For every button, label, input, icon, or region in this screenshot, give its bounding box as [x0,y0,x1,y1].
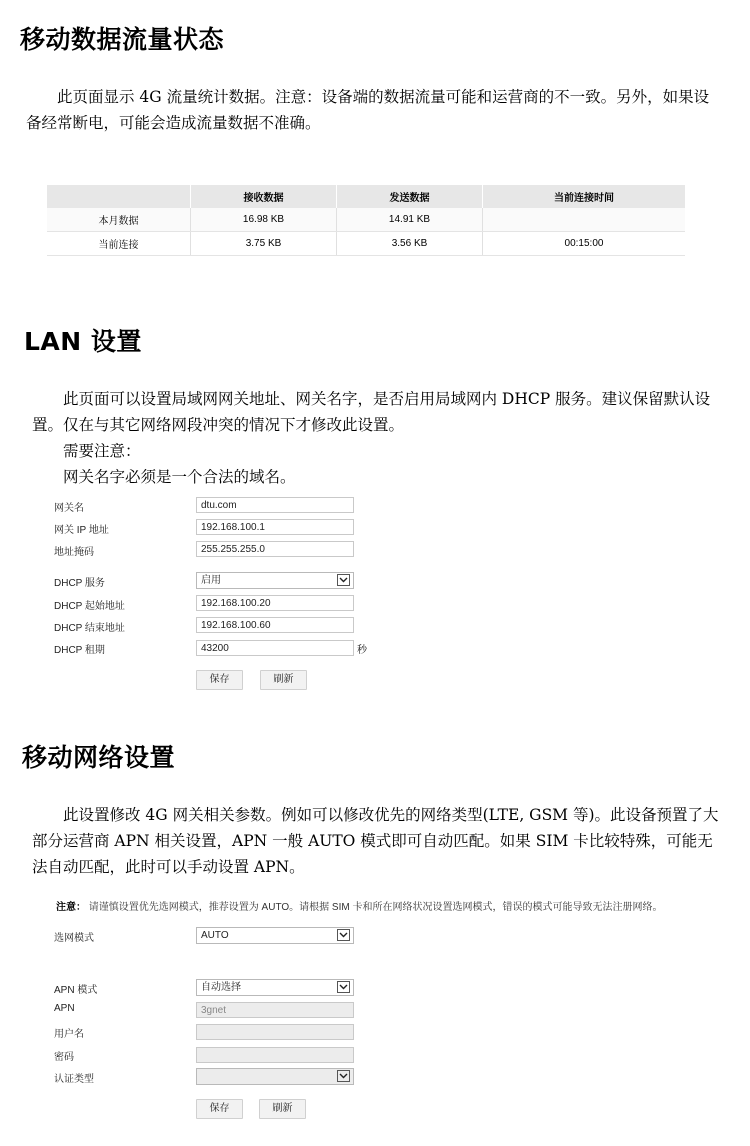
dhcp-service-selected-value: 启用 [201,575,221,586]
table-cell: 14.91 KB [337,208,483,232]
table-cell: 00:15:00 [483,232,686,256]
mobile-network-description [32,802,726,880]
chevron-down-icon[interactable] [337,1070,350,1082]
table-header-cell: 当前连接时间 [483,185,686,208]
dhcp-end-label: DHCP 结束地址 [54,623,125,634]
section-title-mobile-network: 移动网络设置 [22,743,176,772]
table-header-cell [47,185,191,208]
table-cell: 3.56 KB [337,232,483,256]
table-header-cell: 发送数据 [337,185,483,208]
table-row [47,208,685,232]
chevron-down-icon[interactable] [337,981,350,993]
apn-mode-selected-value: 自动选择 [201,982,241,993]
lan-save-button[interactable]: 保存 [196,670,243,690]
lease-unit-label: 秒 [357,645,367,656]
mobile-refresh-button[interactable]: 刷新 [259,1099,306,1119]
lan-note-label: 需要注意： [63,442,141,460]
table-header-cell: 接收数据 [191,185,337,208]
apn-label: APN [54,1003,75,1014]
password-label: 密码 [54,1052,74,1063]
dhcp-end-input[interactable]: 192.168.100.60 [196,617,354,633]
traffic-stats-table [47,185,685,256]
gateway-name-input[interactable]: dtu.com [196,497,354,513]
gateway-name-label: 网关名 [54,503,84,514]
warning-label: 注意： [56,902,86,913]
section-title-data-usage: 移动数据流量状态 [20,25,225,54]
mobile-network-paragraph: 此设置修改 4G 网关相关参数。例如可以修改优先的网络类型(LTE, GSM 等)。此设备预置了大部分运营商 APN 相关设置，APN 一般 AUTO 模式即可自动匹配。如果 SIM 卡比较特殊，可能无法自动匹配，此时可以手动设置 APN。 [32,806,719,876]
dhcp-start-label: DHCP 起始地址 [54,601,125,612]
username-label: 用户名 [54,1029,84,1040]
table-cell [483,208,686,232]
table-cell: 当前连接 [47,232,191,256]
gateway-ip-input[interactable]: 192.168.100.1 [196,519,354,535]
subnet-mask-label: 地址掩码 [54,547,94,558]
mobile-save-button[interactable]: 保存 [196,1099,243,1119]
chevron-down-icon[interactable] [337,929,350,941]
subnet-mask-input[interactable]: 255.255.255.0 [196,541,354,557]
lan-description [32,386,726,490]
network-mode-selected-value: AUTO [201,930,229,941]
chevron-down-icon[interactable] [337,574,350,586]
lan-refresh-button[interactable]: 刷新 [260,670,307,690]
gateway-ip-label: 网关 IP 地址 [54,525,109,536]
dhcp-start-input[interactable]: 192.168.100.20 [196,595,354,611]
data-usage-paragraph: 此页面显示 4G 流量统计数据。注意：设备端的数据流量可能和运营商的不一致。另外，如果设备经常断电，可能会造成流量数据不准确。 [26,88,710,132]
apn-mode-select[interactable] [196,979,354,996]
dhcp-lease-input[interactable]: 43200 [196,640,354,656]
dhcp-service-select[interactable] [196,572,354,589]
auth-type-select[interactable] [196,1068,354,1085]
table-cell: 3.75 KB [191,232,337,256]
apn-input[interactable]: 3gnet [196,1002,354,1018]
lan-note-text: 网关名字必须是一个合法的域名。 [63,468,296,486]
auth-type-label: 认证类型 [54,1074,94,1085]
lan-paragraph: 此页面可以设置局域网网关地址、网关名字，是否启用局域网内 DHCP 服务。建议保留默认设置。仅在与其它网络网段冲突的情况下才修改此设置。 [32,390,711,434]
network-mode-label: 选网模式 [54,933,94,944]
section-title-lan: LAN 设置 [24,327,142,356]
table-row [47,232,685,256]
table-header-row [47,185,685,208]
data-usage-description [26,84,720,136]
username-input[interactable] [196,1024,354,1040]
table-cell: 16.98 KB [191,208,337,232]
table-cell: 本月数据 [47,208,191,232]
password-input[interactable] [196,1047,354,1063]
network-mode-select[interactable] [196,927,354,944]
mobile-network-warning [56,898,726,913]
dhcp-service-label: DHCP 服务 [54,578,105,589]
apn-mode-label: APN 模式 [54,985,98,996]
warning-text: 请谨慎设置优先选网模式，推荐设置为 AUTO。请根据 SIM 卡和所在网络状况设置选网模式，错误的模式可能导致无法注册网络。 [88,902,663,913]
dhcp-lease-label: DHCP 租期 [54,645,105,656]
